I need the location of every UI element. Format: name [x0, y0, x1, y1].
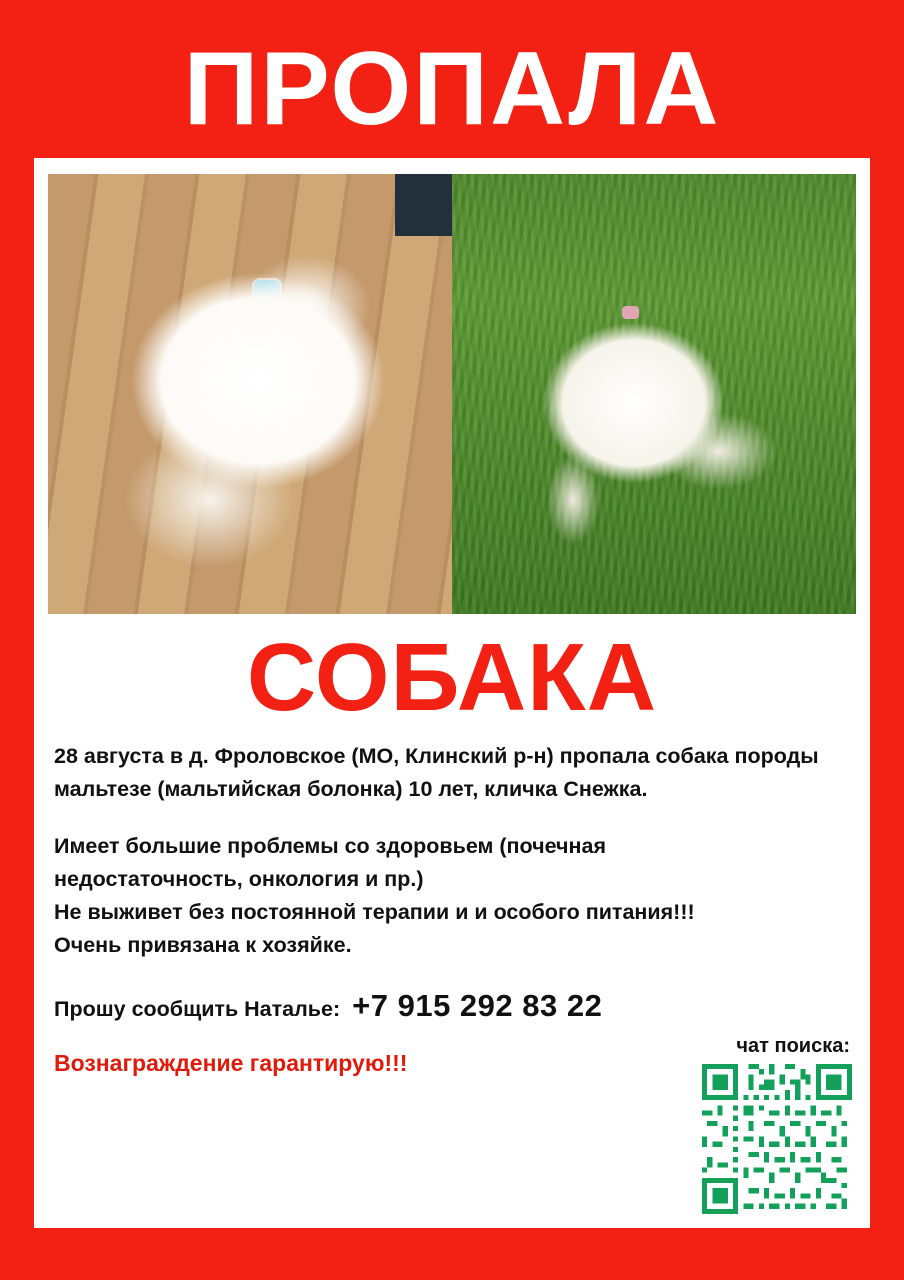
dog-photo-indoor	[48, 174, 452, 614]
subject-title: СОБАКА	[246, 624, 658, 731]
health-line-2: недостаточность, онкология и пр.)	[54, 867, 424, 891]
dog-eye-right	[646, 359, 659, 371]
dog-eye-left	[214, 350, 231, 365]
description-paragraph: 28 августа в д. Фроловское (МО, Клинский р-н) пропала собака породы мальтезе (мальтийская болонка) 10 лет, кличка Снежка.	[54, 744, 819, 801]
phone-number[interactable]: +7 915 292 83 22	[352, 988, 603, 1023]
dog-photo-grass	[452, 174, 856, 614]
qr-block	[682, 1035, 854, 1214]
dog-hair-bow	[622, 306, 639, 319]
health-line-3: Не выживет без постоянной терапии и и особого питания!!!	[54, 900, 695, 924]
dog-eye-left	[597, 359, 610, 371]
contact-label: Прошу сообщить Наталье:	[54, 997, 341, 1021]
health-line-4: Очень привязана к хозяйке.	[54, 933, 352, 957]
contact-row	[48, 988, 856, 1024]
health-line-1: Имеет большие проблемы со здоровьем (почечная	[54, 834, 606, 858]
dog-hair-bow	[254, 280, 280, 300]
dog-tongue	[622, 416, 639, 429]
dog-nose	[616, 390, 635, 404]
qr-code[interactable]	[702, 1064, 852, 1214]
poster-body	[48, 734, 856, 962]
photo-gallery	[48, 174, 856, 614]
dog-nose	[232, 381, 256, 399]
dog-face-indoor	[226, 332, 315, 407]
reward-note: Вознаграждение гарантирую!!!	[54, 1050, 408, 1076]
dog-eye-right	[262, 346, 279, 361]
poster-card	[34, 158, 870, 1228]
qr-code-icon	[702, 1064, 852, 1214]
health-paragraph	[54, 830, 850, 962]
page-title: ПРОПАЛА	[183, 31, 721, 147]
qr-caption: чат поиска:	[736, 1035, 850, 1057]
photo-corner-shadow	[395, 174, 452, 236]
